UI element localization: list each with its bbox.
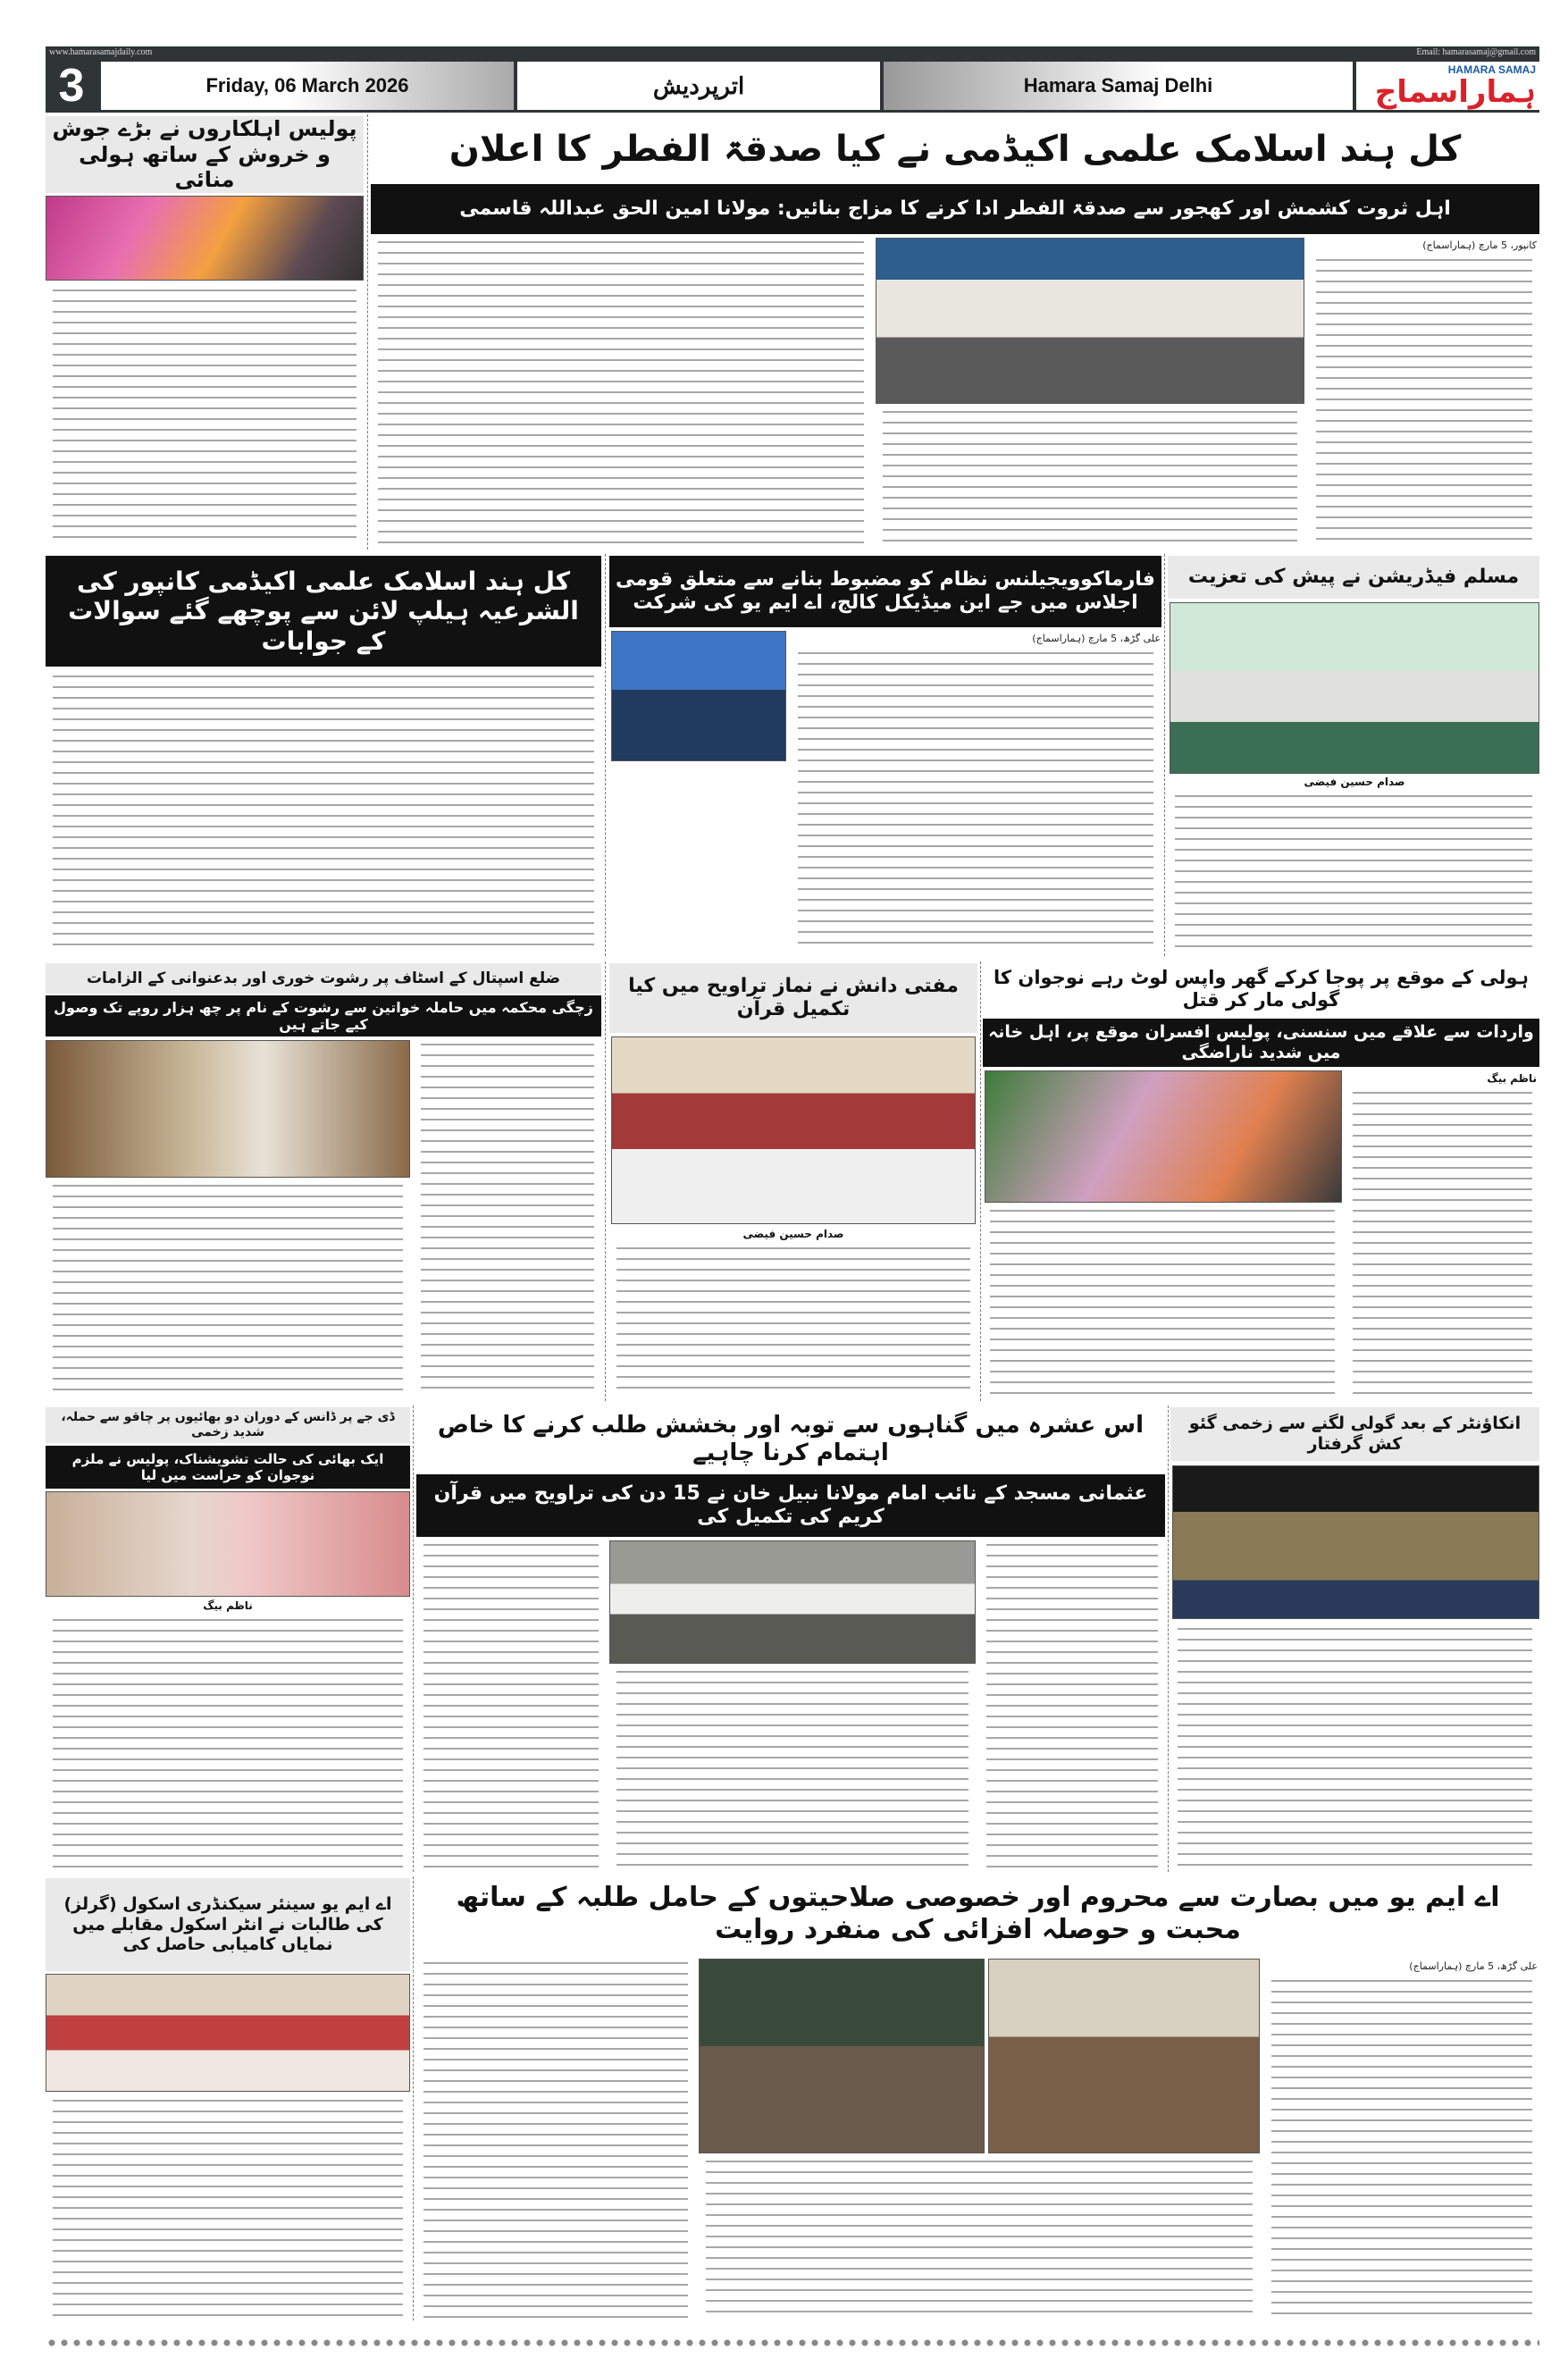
dj-attack-headline: ڈی جے پر ڈانس کے دوران دو بھائیوں پر چاقو سے حملہ، شدید زخمی [46, 1407, 410, 1443]
divider [1164, 554, 1165, 956]
pharma-body [791, 649, 1161, 953]
holi-murder-body-col1 [1346, 1088, 1539, 1397]
police-holi-headline: پولیس اہلکاروں نے بڑے جوش و خروش کے ساتھ ہولی منائی [46, 116, 364, 193]
amu-girls-body [46, 2096, 410, 2320]
police-holi-body [46, 286, 364, 547]
email: Email: hamarasamaj@gmail.com [1416, 47, 1536, 57]
divider [980, 961, 981, 1401]
dj-attack-credit: ناظم بیگ [203, 1599, 253, 1612]
masthead [46, 59, 1539, 113]
federation-body [1168, 792, 1539, 953]
hospital-photo [46, 1040, 410, 1178]
dj-attack-body [46, 1616, 410, 1869]
amu-blind-body-col2 [416, 1959, 695, 2320]
encounter-body [1170, 1624, 1539, 1869]
lead-body-col1 [1309, 256, 1539, 547]
hospital-body-col2 [46, 1181, 410, 1397]
hospital-body-col1 [414, 1040, 601, 1397]
divider [1168, 1406, 1169, 1872]
section-title: اترپردیش [517, 62, 880, 110]
hospital-subhead: زچگی محکمہ میں حاملہ خواتین سے رشوت کے نام پر چھ ہزار روپے تک وصول کیے جاتے ہیں [46, 995, 601, 1036]
holi-murder-photo [985, 1070, 1342, 1203]
lead-body-col3 [371, 238, 871, 547]
lead-dateline: کانپور، 5 مارچ (ہماراسماج) [1422, 239, 1537, 251]
federation-headline: مسلم فیڈریشن نے پیش کی تعزیت [1168, 556, 1539, 599]
divider [605, 961, 606, 1401]
mufti-photo-credit: صدام حسین فیضی [742, 1228, 844, 1240]
divider [367, 114, 368, 550]
amu-blind-photo-1 [699, 1959, 985, 2153]
amu-blind-photo-2 [988, 1959, 1260, 2153]
ashra-body-col2 [416, 1540, 606, 1869]
dj-attack-photo [46, 1491, 410, 1597]
page-number: 3 [58, 60, 85, 112]
amu-girls-headline: اے ایم یو سینئر سیکنڈری اسکول (گرلز) کی طالبات نے انٹر اسکول مقابلے میں نمایاں کامیابی حاصل کی [46, 1878, 410, 1971]
holi-murder-subhead: واردات سے علاقے میں سنسنی، پولیس افسران موقع پر، اہل خانہ میں شدید ناراضگی [983, 1019, 1539, 1067]
encounter-headline: انکاؤنٹر کے بعد گولی لگنے سے زخمی گئو کش گرفتار [1170, 1407, 1539, 1461]
top-strip [46, 46, 1539, 59]
federation-photo-credit: صدام حسین فیضی [1304, 776, 1405, 788]
ashra-subhead: عثمانی مسجد کے نائب امام مولانا نبیل خان نے 15 دن کی تراویح میں قرآن کریم کی تکمیل کی [416, 1474, 1165, 1537]
holi-murder-headline: ہولی کے موقع پر پوجا کرکے گھر واپس لوٹ رہے نوجوان کا گولی مار کر قتل [993, 966, 1529, 1011]
encounter-photo [1172, 1465, 1539, 1619]
pharma-dateline: علی گڑھ، 5 مارچ (ہماراسماج) [1032, 633, 1161, 644]
ashra-body-col1 [979, 1540, 1165, 1869]
ashra-photo [609, 1540, 976, 1664]
mufti-photo [611, 1036, 976, 1224]
ashra-body-col3 [609, 1667, 976, 1869]
newspaper-logo [1356, 62, 1539, 110]
logo-en: HAMARA SAMAJ [1447, 63, 1536, 76]
dj-attack-subhead: ایک بھائی کی حالت تشویشناک، پولیس نے ملزم نوجوان کو حراست میں لیا [46, 1446, 410, 1489]
lead-subhead: اہل ثروت کشمش اور کھجور سے صدقۃ الفطر ادا کرنے کا مزاج بنائیں: مولانا امین الحق عبداللہ قاسمی [371, 184, 1539, 234]
mufti-headline: مفتی دانش نے نماز تراویح میں کیا تکمیل قرآن [609, 963, 977, 1033]
pharma-headline: فارماکوویجیلنس نظام کو مضبوط بنانے سے متعلق قومی اجلاس میں جے این میڈیکل کالج، اے ایم یو کی شرکت [609, 556, 1161, 627]
amu-girls-photo [46, 1974, 410, 2092]
mufti-body [609, 1244, 977, 1397]
federation-photo [1170, 602, 1539, 774]
helpline-headline: کل ہند اسلامک علمی اکیڈمی کانپور کی الشرعیہ ہیلپ لائن سے پوچھے گئے سوالات کے جوابات [46, 556, 601, 667]
hospital-headline: ضلع اسپتال کے اسٹاف پر رشوت خوری اور بدعنوانی کے الزامات [46, 963, 601, 994]
amu-blind-body-col3 [699, 2157, 1260, 2320]
issue-date: Friday, 06 March 2026 [101, 62, 514, 110]
lead-headline: کل ہند اسلامک علمی اکیڈمی نے کیا صدقۃ الفطر کا اعلان [449, 129, 1462, 170]
brand-name: Hamara Samaj Delhi [884, 62, 1353, 110]
pharma-photo [611, 631, 786, 761]
helpline-body [46, 672, 601, 953]
ashra-headline: اس عشرہ میں گناہوں سے توبہ اور بخشش طلب کرنے کا خاص اہتمام کرنا چاہیے [437, 1411, 1145, 1466]
lead-body-col2 [876, 407, 1304, 547]
amu-blind-headline: اے ایم یو میں بصارت سے محروم اور خصوصی صلاحیتوں کے حامل طلبہ کے ساتھ محبت و حوصلہ افزائی کی منفرد روایت [456, 1882, 1500, 1945]
logo-ur: ہماراسماج [1374, 74, 1536, 110]
amu-blind-dateline: علی گڑھ، 5 مارچ (ہماراسماج) [1409, 1960, 1538, 1972]
holi-photo [46, 196, 364, 281]
lead-photo [876, 238, 1304, 404]
divider [413, 1876, 414, 2320]
amu-blind-body-col1 [1264, 1976, 1539, 2320]
footer-dots [46, 2337, 1539, 2348]
holi-murder-body-col2 [983, 1206, 1342, 1397]
divider [605, 554, 606, 956]
holi-murder-credit: ناظم بیگ [1487, 1072, 1537, 1085]
website-url: www.hamarasamajdaily.com [49, 47, 153, 57]
divider [413, 1406, 414, 1872]
